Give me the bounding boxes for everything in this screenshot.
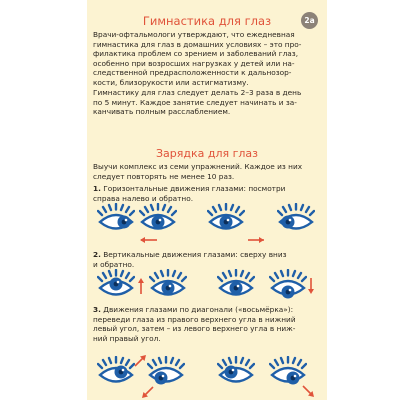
- eye-icon: [207, 203, 245, 233]
- exercise-3-number: 3.: [93, 305, 101, 314]
- exercise-3-illustration: [87, 356, 327, 390]
- section-intro: Выучи комплекс из семи упражнений. Каждое из них следует повторять не менее 10 раз.: [93, 162, 303, 181]
- arrow-sw-icon: [141, 385, 155, 399]
- exercise-1-text: [93, 184, 323, 203]
- arrow-down-icon: [307, 278, 315, 294]
- page-title: Гимнастика для глаз: [142, 14, 272, 28]
- booklet-page: [87, 0, 327, 400]
- eye-icon: [149, 269, 187, 299]
- exercise-1-illustration: [87, 203, 327, 237]
- intro-paragraph-1: Врачи-офтальмологи утверждают, что ежедневная гимнастика для глаз в домашних условиях – это про- филактика проблем со зрением и заболеваний глаз, особенно при возросших нагрузках у детей или на- следственной предрасположенности к дальнозор- кости, близорукости или астигматизму.: [93, 30, 302, 87]
- arrow-left-icon: [139, 236, 159, 244]
- eye-icon: [97, 269, 135, 299]
- eye-icon: [139, 203, 177, 233]
- arrow-right-icon: [247, 236, 267, 244]
- eye-icon: [269, 269, 307, 299]
- intro-paragraph-2: Гимнастику для глаз следует делать 2–3 раза в день по 5 минут. Каждое занятие следует начинать и за- канчивать полным расслаблением.: [93, 88, 302, 116]
- eye-icon: [277, 203, 315, 233]
- exercise-3-text: [93, 305, 323, 343]
- exercise-2-text: [93, 250, 323, 269]
- eye-icon: [97, 203, 135, 233]
- eye-icon: [217, 356, 255, 386]
- arrow-up-icon: [137, 278, 145, 294]
- arrow-se-icon: [301, 384, 315, 398]
- page-number-badge: 2a: [301, 12, 318, 29]
- exercise-3-description: Движения глазами по диагонали («восьмёрка»): переведи глаза из правого верхнего угла в нижний левый угол, затем – из левого верхнего угла в ниж- ний правый угол.: [93, 305, 296, 343]
- exercise-1-number: 1.: [93, 184, 101, 193]
- eye-icon: [97, 356, 135, 386]
- exercise-2-number: 2.: [93, 250, 101, 259]
- exercise-2-illustration: [87, 269, 327, 303]
- eye-icon: [269, 356, 307, 386]
- exercise-2-description: Вертикальные движения глазами: сверху вниз и обратно.: [93, 250, 287, 269]
- eye-icon: [147, 356, 185, 386]
- eye-icon: [217, 269, 255, 299]
- exercise-1-description: Горизонтальные движения глазами: посмотри справа налево и обратно.: [93, 184, 286, 203]
- arrow-ne-icon: [133, 354, 147, 368]
- section-title: Зарядка для глаз: [155, 147, 259, 160]
